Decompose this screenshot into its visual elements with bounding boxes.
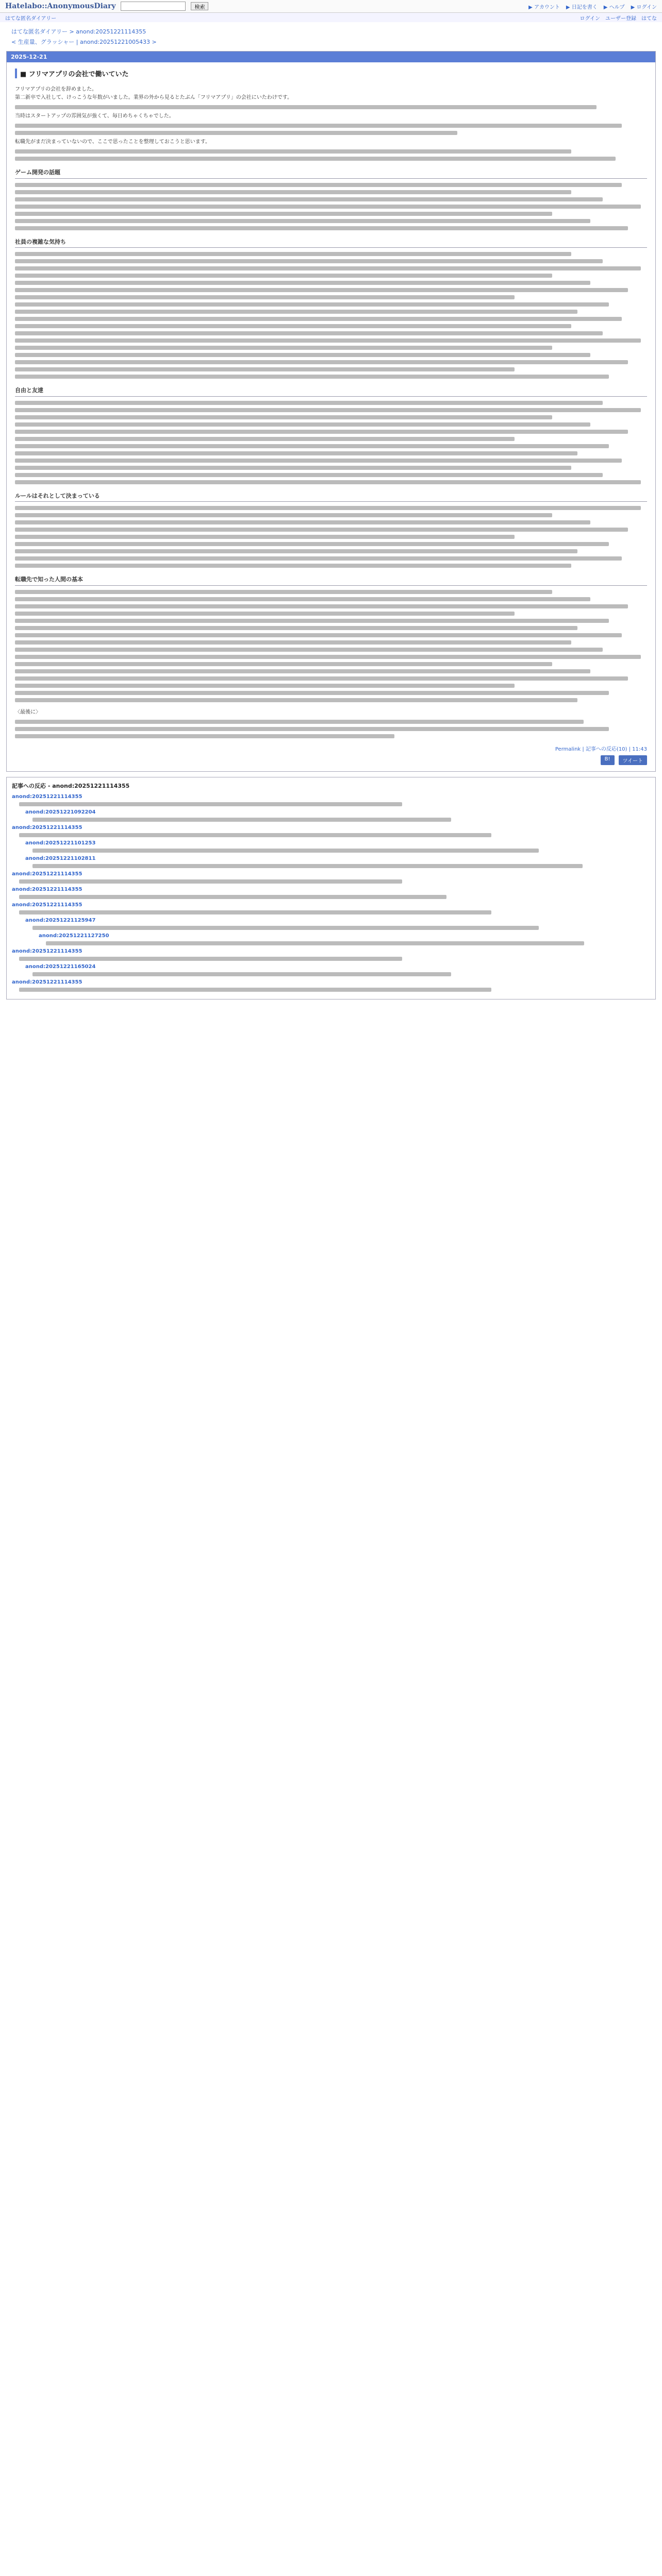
reaction-link[interactable]: anond:20251221092204 <box>25 809 96 815</box>
text-placeholder <box>15 367 515 371</box>
breadcrumb[interactable]: はてな匿名ダイアリー > anond:20251221114355 <box>11 28 146 35</box>
reaction-link[interactable]: anond:20251221114355 <box>12 979 82 985</box>
reaction-node <box>12 979 650 992</box>
section-heading: ゲーム開発の話題 <box>15 168 647 179</box>
text-placeholder <box>19 957 402 961</box>
text-placeholder <box>15 252 571 256</box>
reaction-node <box>25 809 650 822</box>
text-placeholder <box>15 604 628 608</box>
reaction-node <box>39 933 650 945</box>
text-placeholder <box>15 619 609 623</box>
intro-line-1: フリマアプリの会社を辞めました。 <box>15 87 97 92</box>
reaction-node <box>25 918 650 930</box>
text-placeholder <box>15 157 616 161</box>
text-placeholder <box>19 910 491 914</box>
text-placeholder <box>32 818 451 822</box>
entry-footer[interactable]: Permalink | 記事への反応(10) | 11:43 <box>555 746 647 752</box>
text-placeholder <box>15 331 603 335</box>
text-placeholder <box>15 444 609 448</box>
text-placeholder <box>15 662 552 666</box>
text-placeholder <box>15 466 571 470</box>
text-placeholder <box>15 556 622 561</box>
text-placeholder <box>15 302 609 307</box>
text-placeholder <box>19 802 402 806</box>
reaction-link[interactable]: anond:20251221165024 <box>25 963 96 970</box>
text-placeholder <box>15 197 603 201</box>
text-placeholder <box>46 941 584 945</box>
text-placeholder <box>15 360 628 364</box>
text-placeholder <box>19 879 402 884</box>
closing-block <box>15 708 647 738</box>
sub-link-register[interactable]: ユーザー登録 <box>605 15 636 22</box>
text-placeholder <box>15 720 584 724</box>
top-link-help[interactable]: ▶ ヘルプ <box>603 4 625 10</box>
text-placeholder <box>15 219 590 223</box>
top-bar <box>0 0 662 13</box>
text-placeholder <box>15 513 552 517</box>
text-placeholder <box>15 535 515 539</box>
top-link-write[interactable]: ▶ 日記を書く <box>566 4 598 10</box>
text-placeholder <box>15 542 609 546</box>
text-placeholder <box>15 698 577 702</box>
text-placeholder <box>15 459 622 463</box>
entry-section <box>15 575 647 702</box>
text-placeholder <box>15 506 641 510</box>
section-heading: 社員の複雑な気持ち <box>15 238 647 248</box>
text-placeholder <box>32 849 539 853</box>
text-placeholder <box>15 190 571 194</box>
top-link-account[interactable]: ▶ アカウント <box>528 4 560 10</box>
entry-section <box>15 168 647 230</box>
reaction-node <box>25 964 650 976</box>
reaction-node <box>25 856 650 868</box>
text-placeholder <box>15 408 641 412</box>
reaction-node <box>25 840 650 853</box>
text-placeholder <box>15 266 641 270</box>
sub-bar-right <box>580 14 657 22</box>
reaction-link[interactable]: anond:20251221114355 <box>12 793 82 800</box>
reaction-link[interactable]: anond:20251221114355 <box>12 824 82 831</box>
main-container <box>6 27 656 999</box>
day-header[interactable]: 2025-12-21 <box>7 52 655 62</box>
text-placeholder <box>19 833 491 837</box>
reaction-node <box>12 794 650 806</box>
reaction-link[interactable]: anond:20251221114355 <box>12 886 82 892</box>
text-placeholder <box>19 895 446 899</box>
text-placeholder <box>15 676 628 681</box>
text-placeholder <box>15 105 597 109</box>
text-placeholder <box>15 684 515 688</box>
text-placeholder <box>15 124 622 128</box>
search-input[interactable] <box>121 2 186 11</box>
text-placeholder <box>15 691 609 695</box>
section-heading: 転職先で知った人間の基本 <box>15 575 647 586</box>
text-placeholder <box>15 669 590 673</box>
text-placeholder <box>15 727 609 731</box>
text-placeholder <box>15 401 603 405</box>
text-placeholder <box>15 437 515 441</box>
text-placeholder <box>15 183 622 187</box>
reaction-link[interactable]: anond:20251221114355 <box>12 902 82 908</box>
text-placeholder <box>15 205 641 209</box>
sub-link-hatena[interactable]: はてな <box>641 15 657 22</box>
text-placeholder <box>15 274 552 278</box>
search-button[interactable]: 検索 <box>191 2 208 10</box>
entry-section <box>15 238 647 379</box>
reaction-link[interactable]: anond:20251221102811 <box>25 855 96 861</box>
text-placeholder <box>15 451 577 455</box>
text-placeholder <box>32 926 539 930</box>
text-placeholder <box>15 564 571 568</box>
reaction-node <box>12 902 650 914</box>
site-logo[interactable]: Hatelabo::AnonymousDiary <box>5 2 116 10</box>
text-placeholder <box>15 473 603 477</box>
text-placeholder <box>15 338 641 343</box>
intro-line-3: 当時はスタートアップの雰囲気が強くて、毎日めちゃくちゃでした。 <box>15 113 174 119</box>
text-placeholder <box>15 734 394 738</box>
entry-body <box>7 62 655 771</box>
text-placeholder <box>15 520 590 524</box>
sub-bar <box>0 13 662 22</box>
text-placeholder <box>15 528 628 532</box>
reaction-link[interactable]: anond:20251221125947 <box>25 917 96 923</box>
text-placeholder <box>15 375 609 379</box>
share-buttons <box>15 755 647 765</box>
text-placeholder <box>15 131 457 135</box>
text-placeholder <box>32 864 583 868</box>
text-placeholder <box>15 288 628 292</box>
hatena-bookmark-button[interactable]: B! <box>601 755 615 765</box>
text-placeholder <box>19 988 491 992</box>
text-placeholder <box>15 281 590 285</box>
reaction-node <box>12 871 650 884</box>
intro-line-2: 第二新卒で入社して、けっこうな年数がいました。業界の外から見るとたぶん「フリマアプリ」の会社にいたわけです。 <box>15 95 292 100</box>
reaction-node <box>12 948 650 961</box>
text-placeholder <box>15 590 552 594</box>
text-placeholder <box>15 317 622 321</box>
text-placeholder <box>15 648 603 652</box>
sub-link-login[interactable]: ログイン <box>580 15 600 22</box>
day-section <box>6 51 656 772</box>
section-heading: ルールはそれとして決まっている <box>15 492 647 502</box>
entry-intro <box>15 86 647 161</box>
entry-section <box>15 492 647 568</box>
reaction-node <box>12 887 650 899</box>
text-placeholder <box>15 259 603 263</box>
text-placeholder <box>15 655 641 659</box>
text-placeholder <box>15 430 628 434</box>
reaction-link[interactable]: anond:20251221114355 <box>12 871 82 877</box>
text-placeholder <box>15 310 577 314</box>
text-placeholder <box>15 353 590 357</box>
top-links <box>528 3 657 10</box>
prev-next-nav[interactable]: < 生産量、グラッシャー | anond:20251221005433 > <box>11 39 157 45</box>
reaction-link[interactable]: anond:20251221114355 <box>12 948 82 954</box>
text-placeholder <box>15 626 577 630</box>
intro-line-4: 転職先がまだ決まっていないので、ここで思ったことを整理しておこうと思います。 <box>15 139 210 145</box>
reaction-tree-title: 記事への反応 - anond:20251221114355 <box>12 782 130 789</box>
top-link-login[interactable]: ▶ ログイン <box>631 4 657 10</box>
text-placeholder <box>15 633 622 637</box>
text-placeholder <box>32 972 451 976</box>
text-placeholder <box>15 346 552 350</box>
closing-label: 〈最後に〉 <box>15 709 41 715</box>
text-placeholder <box>15 480 641 484</box>
text-placeholder <box>15 212 552 216</box>
reaction-tree <box>6 777 656 999</box>
reaction-tree-nodes <box>12 794 650 992</box>
text-placeholder <box>15 226 628 230</box>
text-placeholder <box>15 422 590 427</box>
entry-title[interactable]: ■ フリマアプリの会社で働いていた <box>15 69 647 78</box>
text-placeholder <box>15 295 515 299</box>
text-placeholder <box>15 149 571 154</box>
sub-bar-title[interactable]: はてな匿名ダイアリー <box>5 15 57 22</box>
reaction-link[interactable]: anond:20251221127250 <box>39 933 109 939</box>
text-placeholder <box>15 640 571 645</box>
entry-sections <box>15 168 647 702</box>
text-placeholder <box>15 597 590 601</box>
text-placeholder <box>15 415 552 419</box>
reaction-node <box>12 825 650 837</box>
tweet-button[interactable]: ツイート <box>619 755 648 765</box>
text-placeholder <box>15 612 515 616</box>
reaction-link[interactable]: anond:20251221101253 <box>25 840 96 846</box>
section-heading: 自由と友達 <box>15 386 647 397</box>
entry-section <box>15 386 647 484</box>
text-placeholder <box>15 549 577 553</box>
text-placeholder <box>15 324 571 328</box>
